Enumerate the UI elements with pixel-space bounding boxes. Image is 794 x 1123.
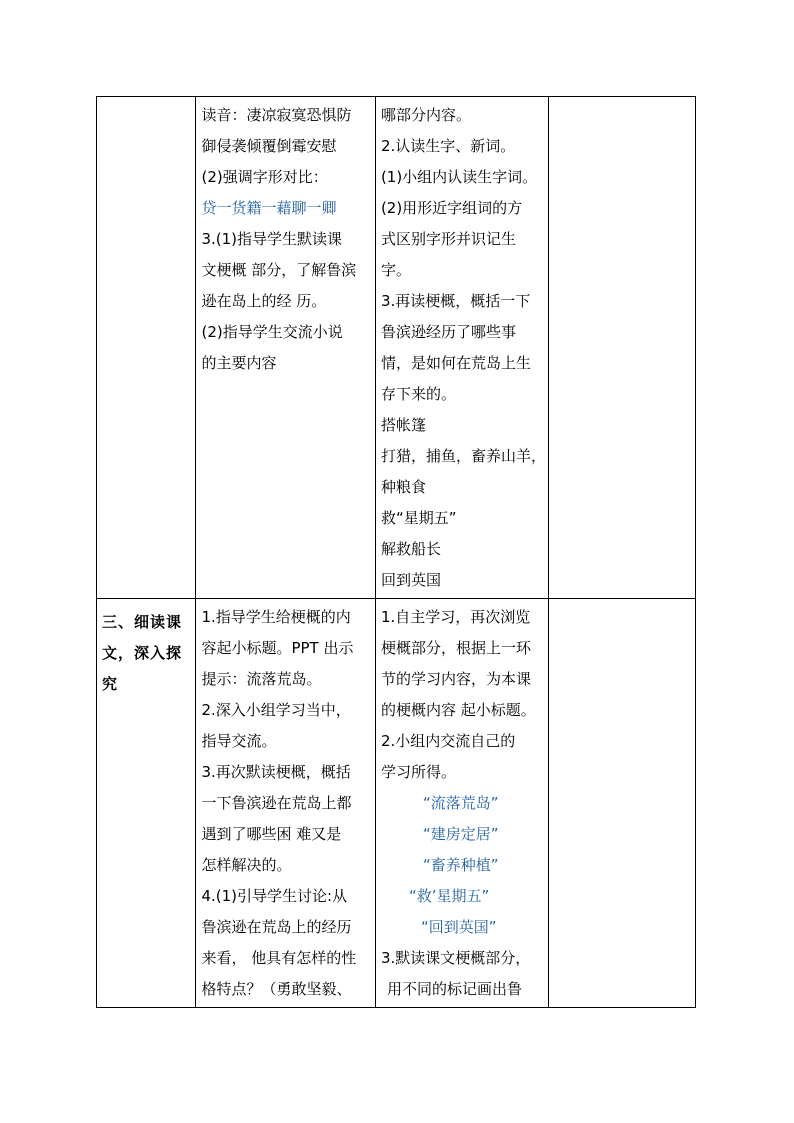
text-line: 打猎，捕鱼，畜养山羊， [380, 447, 546, 465]
text-line: 救“星期五” [380, 509, 457, 527]
text-line: 2.小组内交流自己的 [380, 732, 516, 750]
text-line: 遇到了哪些困 难又是 [201, 825, 342, 843]
text-line: 来看， 他具有怎样的性 [201, 949, 357, 967]
text-line: 指导交流。 [201, 732, 277, 750]
table-row [97, 97, 696, 599]
stage-title-line: 文，深入探 [102, 644, 183, 662]
text-line: 4.(1)引导学生讨论:从 [201, 887, 348, 905]
text-line: (2)强调字形对比： [201, 168, 328, 186]
text-line: 式区别字形并识记生 [380, 230, 516, 248]
text-line: 贷一货籍一藉聊一卿 [201, 199, 337, 217]
text-line: 学习所得。 [380, 763, 456, 781]
text-line: 回到英国 [380, 571, 441, 589]
text-line: 的梗概内容 起小标题。 [380, 701, 536, 719]
text-line: 2.深入小组学习当中， [201, 701, 351, 719]
subtitle-item: “畜养种植” [422, 856, 499, 874]
text-line: 文梗概 部分，了解鲁滨 [201, 261, 357, 279]
text-line: 种粮食 [380, 478, 426, 496]
subtitle-item: “回到英国” [420, 918, 497, 936]
teacher-activity-cell [196, 599, 375, 1008]
text-line: 1.自主学习，再次浏览 [380, 608, 531, 626]
text-line: 鲁滨逊在荒岛上的经历 [201, 918, 352, 936]
text-line: 用不同的标记画出鲁 [386, 980, 522, 998]
text-line: 格特点？（勇敢坚毅、 [201, 980, 352, 998]
text-line: 1.指导学生给梗概的内 [201, 608, 351, 626]
subtitle-item: “救’星期五” [408, 887, 490, 905]
text-line: 解救船长 [380, 540, 441, 558]
subtitle-item: “流落荒岛” [422, 794, 499, 812]
note-cell [548, 97, 695, 599]
text-line: 梗概部分，根据上一环 [380, 639, 531, 657]
text-line: 提示：流落荒岛。 [201, 670, 322, 688]
text-line: 容起小标题。PPT 出示 [201, 639, 354, 657]
teacher-activity-cell [196, 97, 375, 599]
student-activity-cell [375, 599, 548, 1008]
text-line: (2)用形近字组词的方 [380, 199, 523, 217]
text-line: 3.再读梗概，概括一下 [380, 292, 531, 310]
text-line: 3.(1)指导学生默读课 [201, 230, 343, 248]
table-row [97, 599, 696, 1008]
subtitle-item: “建房定居” [422, 825, 499, 843]
text-line: 搭帐篷 [380, 416, 426, 434]
text-line: 3.默读课文梗概部分， [380, 949, 531, 967]
student-activity-cell [375, 97, 548, 599]
text-line: 逊在岛上的经 历。 [201, 292, 327, 310]
text-line: (1)小组内认读生字词。 [380, 168, 538, 186]
text-line: 节的学习内容，为本课 [380, 670, 531, 688]
stage-cell [97, 97, 196, 599]
text-line: 情，是如何在荒岛上生 [380, 354, 531, 372]
text-line: 读音：凄凉寂寞恐惧防 [201, 106, 352, 124]
text-line: 2.认读生字、新词。 [380, 137, 516, 155]
text-line: 御侵袭倾覆倒霉安慰 [201, 137, 337, 155]
note-cell [548, 599, 695, 1008]
text-line: 哪部分内容。 [380, 106, 471, 124]
text-line: 怎样解决的。 [201, 856, 292, 874]
stage-title-line: 究 [102, 675, 119, 693]
lesson-plan-table [96, 96, 696, 1008]
stage-title-line: 三、细读课 [102, 613, 183, 631]
stage-cell [97, 599, 196, 1008]
text-line: 字。 [380, 261, 411, 279]
text-line: 一下鲁滨逊在荒岛上都 [201, 794, 352, 812]
text-line: 3.再次默读梗概，概括 [201, 763, 351, 781]
text-line: 的主要内容 [201, 354, 277, 372]
text-line: 存下来的。 [380, 385, 456, 403]
text-line: 鲁滨逊经历了哪些事 [380, 323, 516, 341]
text-line: (2)指导学生交流小说 [201, 323, 343, 341]
